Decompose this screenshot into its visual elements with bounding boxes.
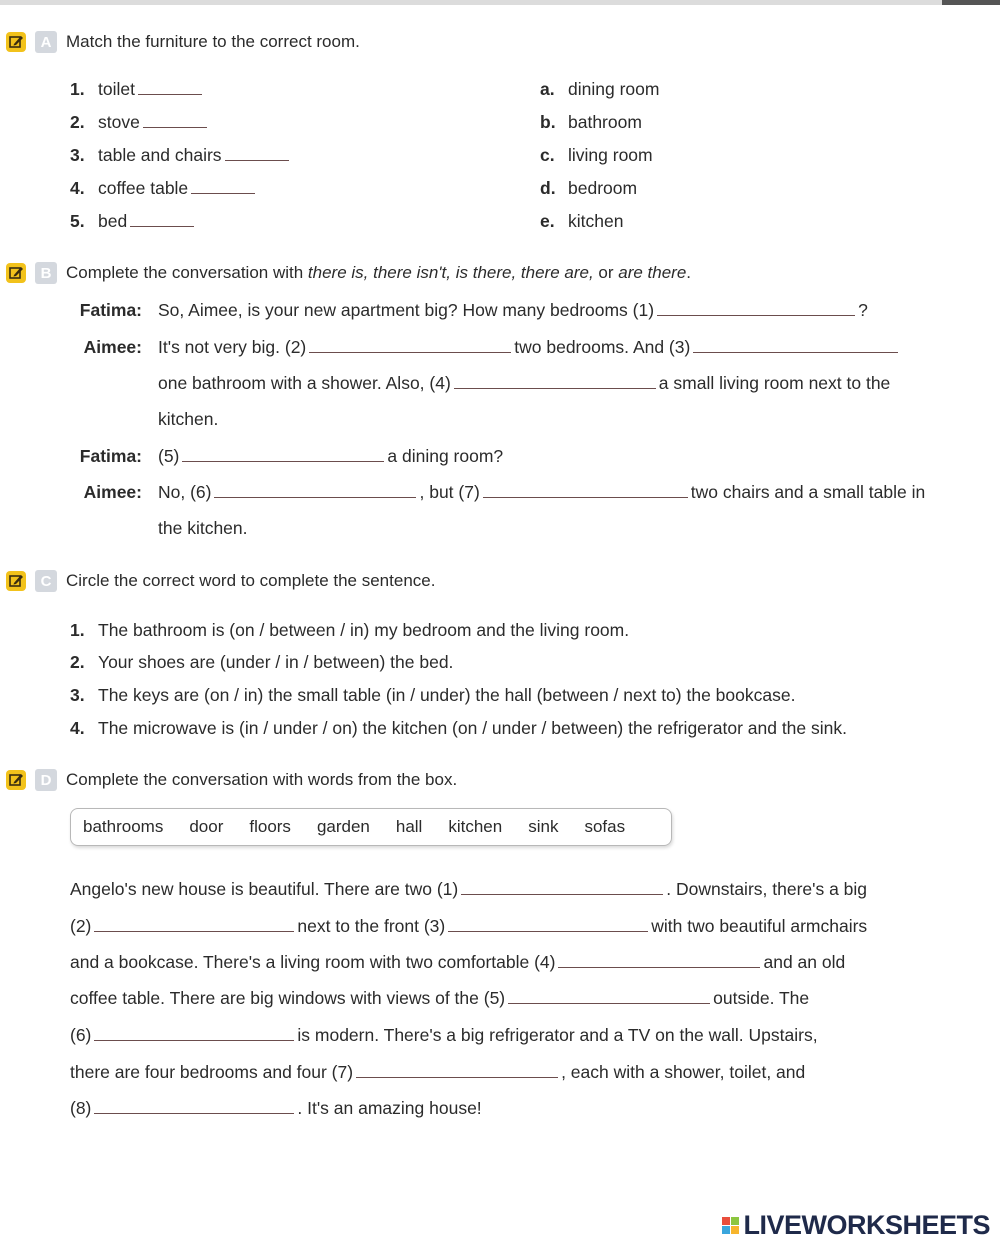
match-item-3: 3. table and chairs — [70, 145, 292, 166]
section-b-badge: B — [35, 262, 57, 284]
logo-grid-icon — [722, 1217, 740, 1235]
section-d-instruction: Complete the conversation with words from the box. — [66, 770, 458, 789]
answer-blank[interactable] — [356, 1076, 558, 1078]
answer-blank[interactable] — [214, 496, 416, 498]
dialogue-line: one bathroom with a shower. Also, (4) a small living room next to the — [158, 373, 891, 393]
logo-text: LIVEWORKSHEETS — [743, 1210, 990, 1240]
section-d-header — [6, 767, 457, 793]
dialogue-line: kitchen. — [158, 409, 219, 429]
answer-blank[interactable] — [225, 159, 289, 161]
liveworksheets-logo — [722, 1210, 990, 1241]
answer-blank[interactable] — [483, 496, 688, 498]
answer-blank[interactable] — [448, 930, 648, 932]
answer-blank[interactable] — [143, 126, 207, 128]
match-option-e: e. kitchen — [540, 211, 624, 231]
word-door: door — [189, 817, 224, 836]
answer-blank[interactable] — [454, 387, 656, 389]
top-border-tab — [942, 0, 1000, 5]
section-d-badge: D — [35, 769, 57, 791]
answer-blank[interactable] — [94, 930, 294, 932]
match-item-1: 1. toilet — [70, 79, 205, 100]
section-b-header — [6, 260, 691, 286]
answer-blank[interactable] — [138, 93, 202, 95]
dialogue-line: It's not very big. (2) two bedrooms. And (3) — [158, 337, 901, 358]
dialogue-line: (5) a dining room? — [158, 446, 504, 466]
paragraph-line: there are four bedrooms and four (7) , each with a shower, toilet, and — [70, 1062, 806, 1082]
answer-blank[interactable] — [309, 351, 511, 353]
section-c-header — [6, 568, 435, 594]
answer-blank[interactable] — [182, 460, 384, 462]
section-b-instruction: Complete the conversation with there is, there isn't, is there, there are, or are there. — [66, 263, 692, 282]
word-hall: hall — [395, 817, 423, 836]
match-option-a: a. dining room — [540, 79, 660, 99]
section-a-instruction: Match the furniture to the correct room. — [66, 32, 360, 51]
paragraph-line: coffee table. There are big windows with views of the (5) outside. The — [70, 988, 810, 1008]
word-bathrooms: bathrooms — [83, 817, 164, 836]
pencil-icon — [6, 263, 26, 283]
section-c-badge: C — [35, 570, 57, 592]
answer-blank[interactable] — [508, 1002, 710, 1004]
paragraph-line: Angelo's new house is beautiful. There are two (1) . Downstairs, there's a big — [70, 879, 868, 899]
match-item-2: 2. stove — [70, 112, 210, 133]
word-sink: sink — [528, 817, 559, 836]
circle-item-3: 3. The keys are (on / in) the small table (in / under) the hall (between / next to) the bookcase. — [70, 685, 796, 705]
pencil-icon — [6, 32, 26, 52]
match-option-d: d. bedroom — [540, 178, 638, 198]
answer-blank[interactable] — [693, 351, 898, 353]
answer-blank[interactable] — [94, 1039, 294, 1041]
match-item-4: 4. coffee table — [70, 178, 258, 199]
answer-blank[interactable] — [191, 192, 255, 194]
circle-item-1: 1. The bathroom is (on / between / in) my bedroom and the living room. — [70, 620, 630, 640]
speaker-fatima: Fatima: — [79, 446, 142, 466]
paragraph-line: (6) is modern. There's a big refrigerator and a TV on the wall. Upstairs, — [70, 1025, 818, 1045]
word-kitchen: kitchen — [448, 817, 503, 836]
answer-blank[interactable] — [558, 966, 760, 968]
answer-blank[interactable] — [461, 893, 663, 895]
word-floors: floors — [249, 817, 291, 836]
answer-blank[interactable] — [130, 225, 194, 227]
answer-blank[interactable] — [657, 314, 855, 316]
dialogue-line: No, (6) , but (7) two chairs and a small table in — [158, 482, 926, 502]
pencil-icon — [6, 770, 26, 790]
top-border — [0, 0, 1000, 5]
speaker-aimee: Aimee: — [83, 337, 142, 357]
dialogue-line: the kitchen. — [158, 518, 248, 538]
pencil-icon — [6, 571, 26, 591]
word-sofas: sofas — [584, 817, 626, 836]
dialogue-line: So, Aimee, is your new apartment big? How many bedrooms (1) ? — [158, 300, 868, 320]
answer-blank[interactable] — [94, 1112, 294, 1114]
paragraph-line: (2) next to the front (3) with two beautiful armchairs — [70, 916, 868, 936]
circle-item-4: 4. The microwave is (in / under / on) the kitchen (on / under / between) the refrigerator and the sink. — [70, 718, 847, 738]
circle-item-2: 2. Your shoes are (under / in / between) the bed. — [70, 652, 454, 672]
section-c-instruction: Circle the correct word to complete the sentence. — [66, 571, 436, 590]
paragraph-line: (8) . It's an amazing house! — [70, 1098, 482, 1118]
speaker-aimee: Aimee: — [83, 482, 142, 502]
paragraph-line: and a bookcase. There's a living room with two comfortable (4) and an old — [70, 952, 846, 972]
match-option-b: b. bathroom — [540, 112, 642, 132]
word-garden: garden — [316, 817, 370, 836]
match-item-5: 5. bed — [70, 211, 197, 232]
word-box — [70, 808, 672, 846]
section-a-header — [6, 29, 360, 55]
match-option-c: c. living room — [540, 145, 653, 165]
section-a-badge: A — [35, 31, 57, 53]
speaker-fatima: Fatima: — [79, 300, 142, 320]
